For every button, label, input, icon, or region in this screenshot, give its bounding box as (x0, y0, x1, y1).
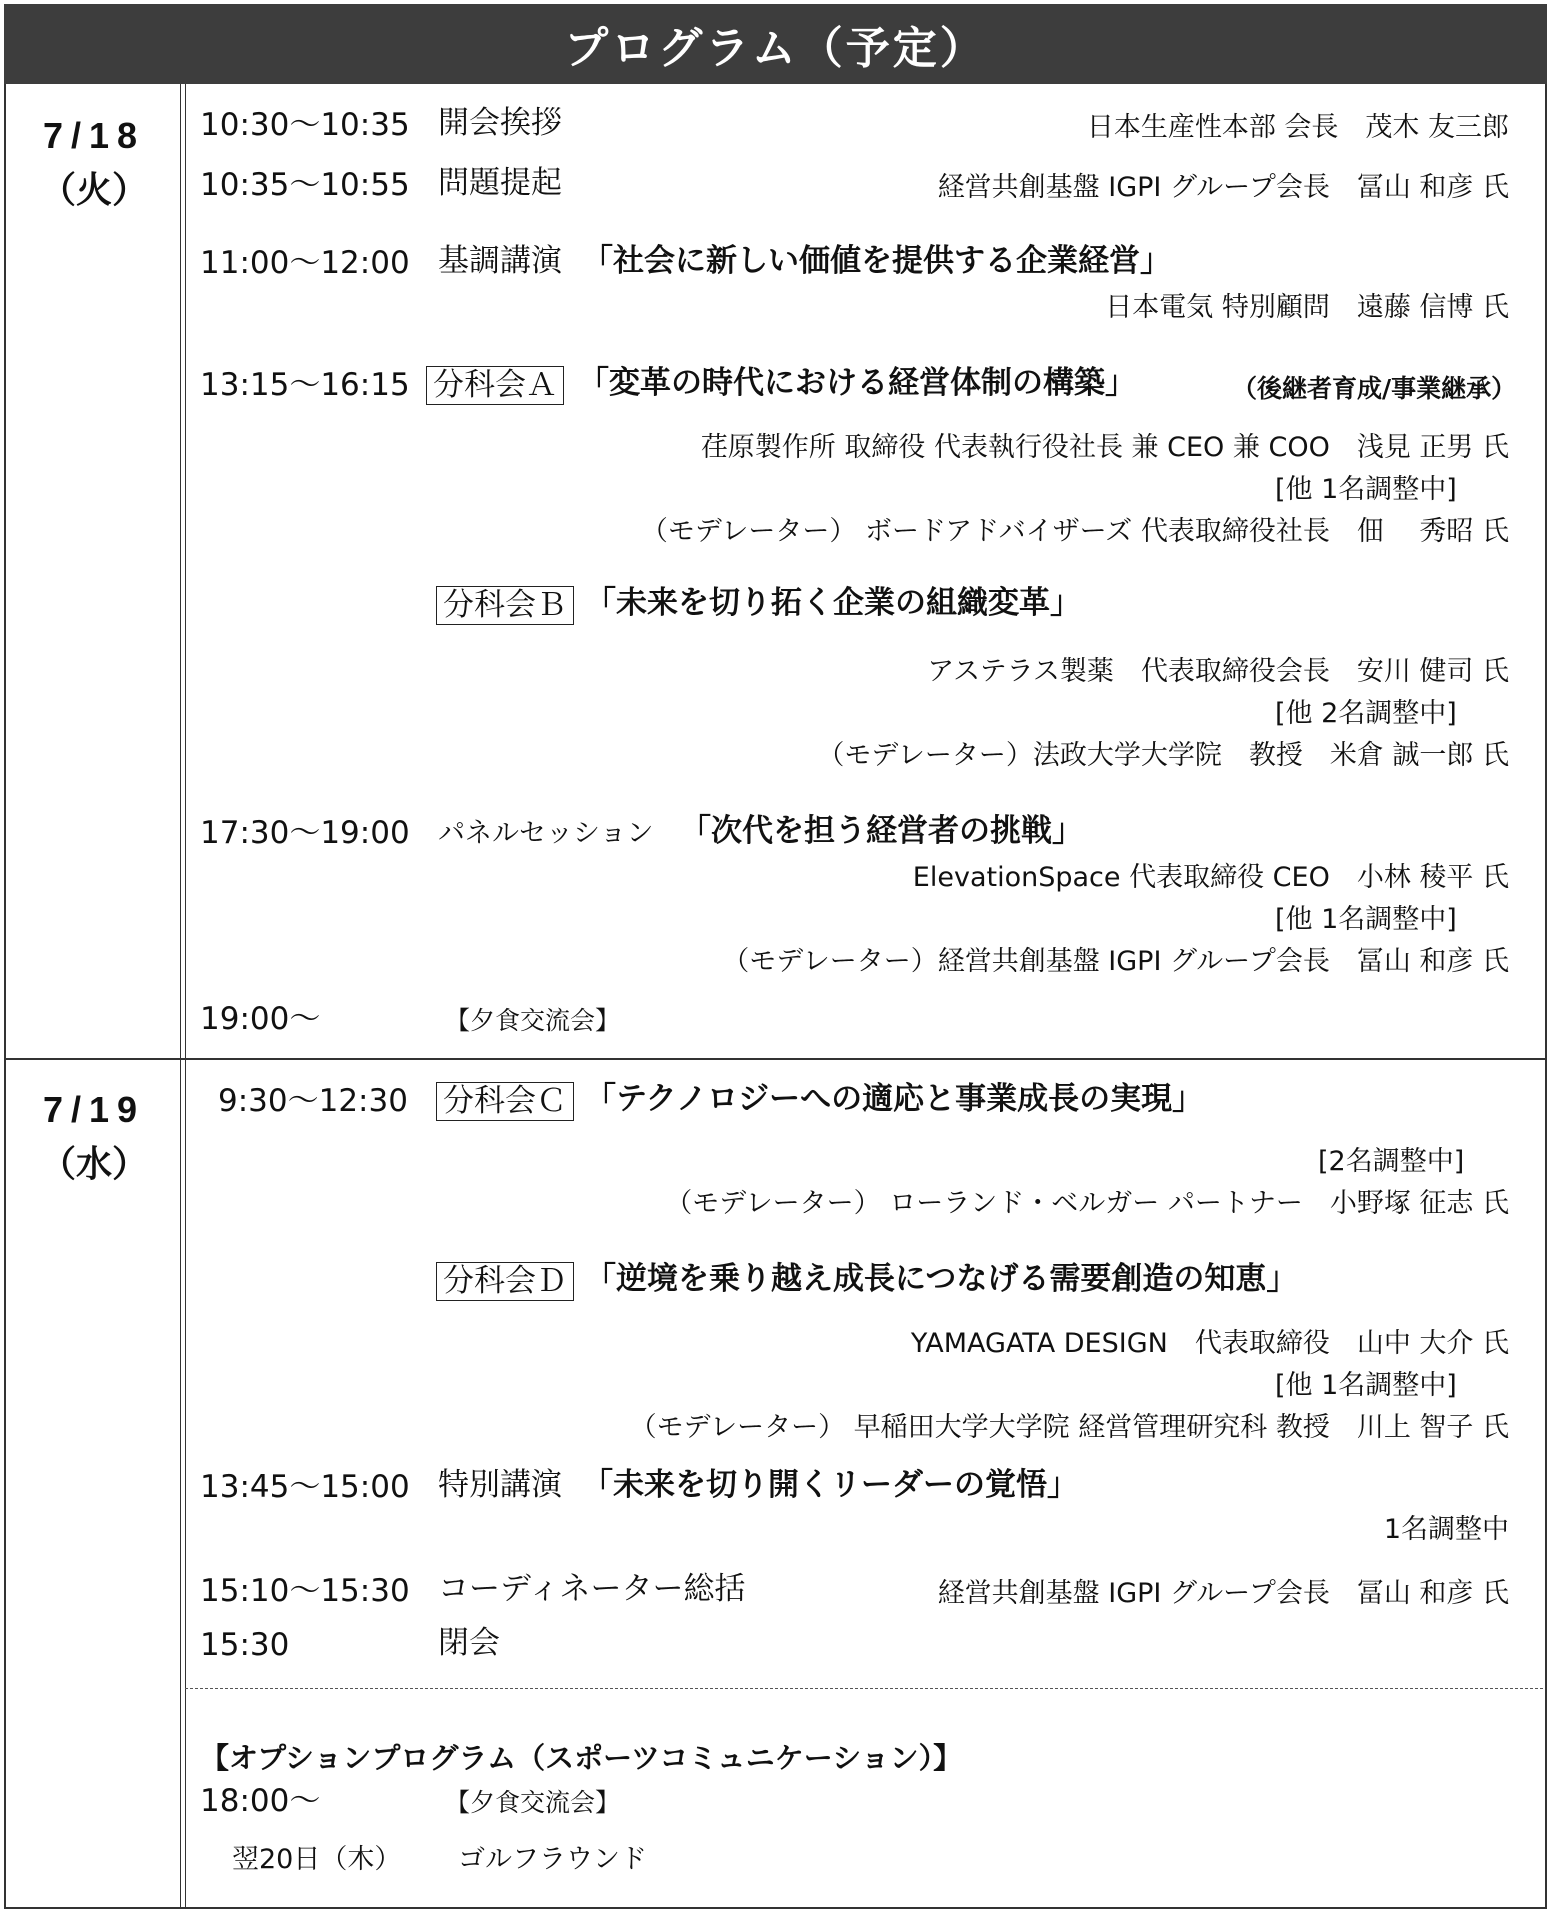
special-note: 1名調整中 (1383, 1514, 1509, 1545)
coordinator-time: 15:10〜15:30 (200, 1573, 410, 1609)
closing-time: 15:30 (200, 1627, 290, 1663)
special-theme: 「未来を切り開くリーダーの覚悟」 (582, 1467, 1078, 1503)
sessionA-speaker: 荏原製作所 取締役 代表執行役社長 兼 CEO 兼 COO 浅見 正男 氏 (700, 432, 1509, 463)
option-dinner-time: 18:00〜 (200, 1783, 321, 1819)
day2-weekday: （水） (39, 1143, 148, 1184)
issue-time: 10:35〜10:55 (200, 167, 410, 203)
sessionA-tag: 分科会Ａ (426, 366, 564, 405)
panel-theme: 「次代を担う経営者の挑戦」 (680, 813, 1083, 849)
sessionA-time: 13:15〜16:15 (200, 367, 410, 403)
program-title: プログラム（予定） (4, 4, 1547, 84)
issue-label: 問題提起 (438, 165, 562, 201)
option-dinner-label: 【夕食交流会】 (445, 1788, 621, 1817)
panel-label: パネルセッション (438, 818, 654, 849)
sessionC-moderator: （モデレーター） ローランド・ベルガー パートナー 小野塚 征志 氏 (665, 1188, 1509, 1219)
dinner-label: 【夕食交流会】 (445, 1006, 621, 1035)
day2-date: 7/19 (42, 1089, 146, 1130)
panel-note: [他 1名調整中] (1275, 904, 1457, 935)
sessionD-theme: 「逆境を乗り越え成長につなげる需要創造の知恵」 (585, 1261, 1298, 1297)
coordinator-speaker: 経営共創基盤 IGPI グループ会長 冨山 和彦 氏 (937, 1578, 1509, 1609)
sessionC-theme: 「テクノロジーへの適応と事業成長の実現」 (585, 1081, 1204, 1117)
sessionA-moderator: （モデレーター） ボードアドバイザーズ 代表取締役社長 佃 秀昭 氏 (640, 516, 1509, 547)
option-heading: 【オプションプログラム（スポーツコミュニケーション）】 (200, 1741, 963, 1775)
sessionC-note: [2名調整中] (1318, 1146, 1465, 1177)
keynote-speaker: 日本電気 特別顧問 遠藤 信博 氏 (1105, 292, 1509, 323)
sessionD-tag: 分科会Ｄ (436, 1262, 574, 1301)
keynote-label: 基調講演 (438, 243, 562, 279)
sessionB-speaker: アステラス製薬 代表取締役会長 安川 健司 氏 (927, 656, 1509, 687)
panel-speaker: ElevationSpace 代表取締役 CEO 小林 稜平 氏 (912, 862, 1509, 893)
sessionD-speaker: YAMAGATA DESIGN 代表取締役 山中 大介 氏 (910, 1328, 1509, 1359)
panel-moderator: （モデレーター）経営共創基盤 IGPI グループ会長 冨山 和彦 氏 (722, 946, 1509, 977)
day1-date: 7/18 (42, 115, 146, 156)
column-divider-inner (185, 84, 186, 1909)
sessionA-sub: （後継者育成/事業継承） (1232, 374, 1517, 403)
golf-label: ゴルフラウンド (458, 1844, 647, 1875)
sessionB-theme: 「未来を切り拓く企業の組織変革」 (585, 585, 1081, 621)
sessionD-moderator: （モデレーター） 早稲田大学大学院 経営管理研究科 教授 川上 智子 氏 (629, 1412, 1509, 1443)
sessionC-tag: 分科会Ｃ (436, 1082, 574, 1121)
sessionB-moderator: （モデレーター）法政大学大学院 教授 米倉 誠一郎 氏 (817, 740, 1509, 771)
sessionA-note: [他 1名調整中] (1275, 474, 1457, 505)
sessionB-tag: 分科会Ｂ (436, 586, 574, 625)
sessionC-time: 9:30〜12:30 (218, 1083, 408, 1119)
sessionD-note: [他 1名調整中] (1275, 1370, 1457, 1401)
coordinator-label: コーディネーター総括 (438, 1571, 746, 1607)
closing-label: 閉会 (438, 1625, 500, 1661)
day1-weekday: （火） (39, 169, 148, 210)
sessionB-note: [他 2名調整中] (1275, 698, 1457, 729)
opening-speaker: 日本生産性本部 会長 茂木 友三郎 (1086, 112, 1509, 143)
dinner-time: 19:00〜 (200, 1001, 321, 1037)
day-divider (4, 1058, 1547, 1060)
option-divider (185, 1688, 1543, 1689)
issue-speaker: 経営共創基盤 IGPI グループ会長 冨山 和彦 氏 (937, 172, 1509, 203)
special-label: 特別講演 (438, 1467, 562, 1503)
keynote-time: 11:00〜12:00 (200, 245, 410, 281)
column-divider (180, 84, 181, 1909)
golf-date: 翌20日（木） (232, 1844, 402, 1875)
opening-time: 10:30〜10:35 (200, 107, 410, 143)
special-time: 13:45〜15:00 (200, 1469, 410, 1505)
keynote-theme: 「社会に新しい価値を提供する企業経営」 (582, 243, 1171, 279)
opening-label: 開会挨拶 (438, 105, 562, 141)
sessionA-theme: 「変革の時代における経営体制の構築」 (578, 365, 1136, 401)
panel-time: 17:30〜19:00 (200, 815, 410, 851)
